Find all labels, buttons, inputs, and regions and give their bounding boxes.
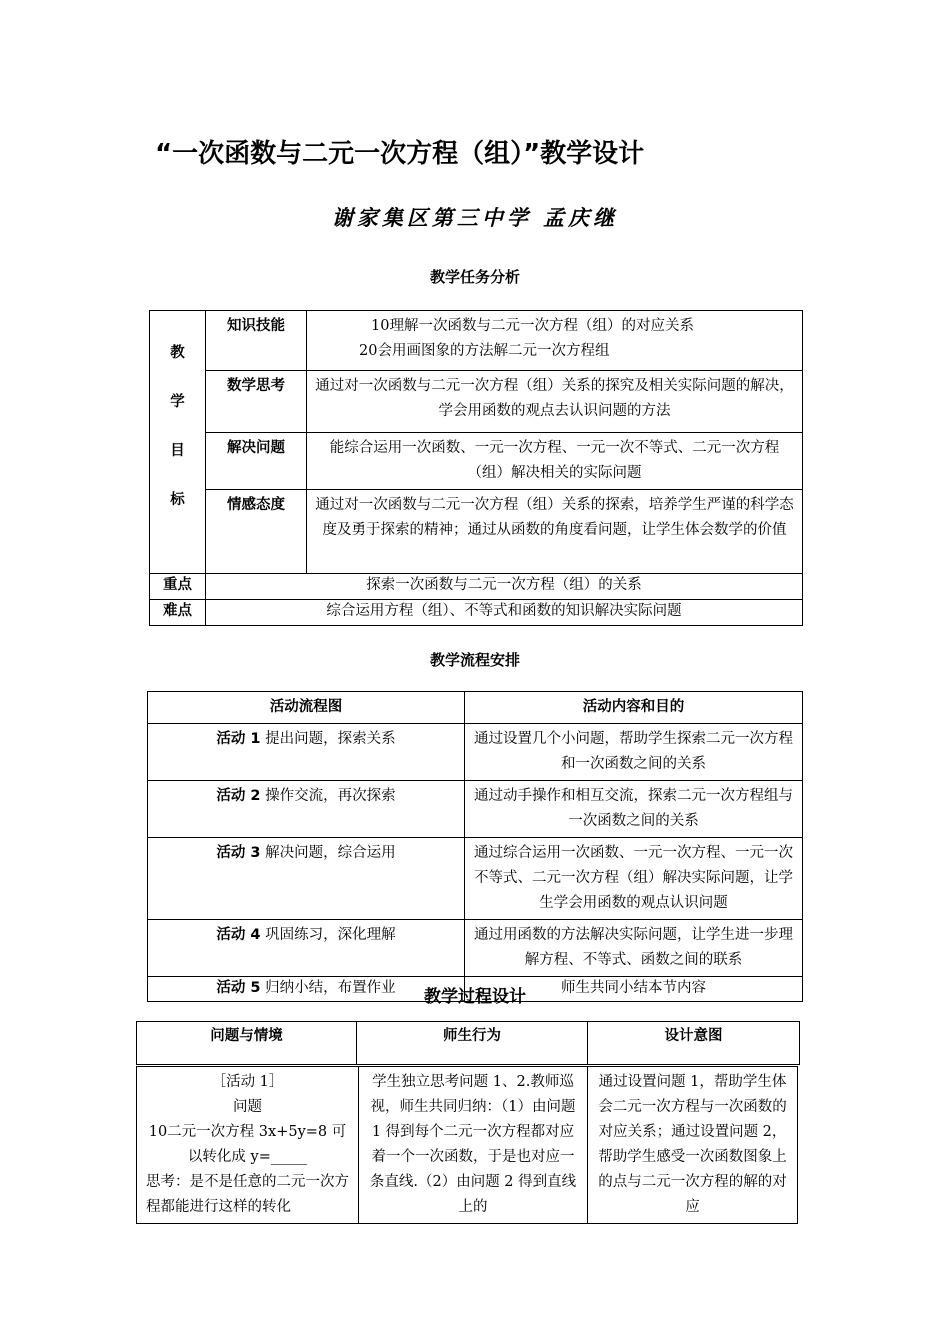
flow-activity bbox=[148, 781, 465, 838]
flow-row bbox=[148, 781, 803, 838]
goal-label-char: 标 bbox=[170, 492, 185, 508]
flow-desc: 通过综合运用一次函数、一元一次方程、一元一次不等式、二元一次方程（组）解决实际问题，让学生学会用函数的观点认识问题 bbox=[465, 838, 803, 920]
flow-activity bbox=[148, 838, 465, 920]
think-text: 思考：是不是任意的二元一次方程都能进行这样的转化 bbox=[146, 1174, 349, 1215]
activity-number: 活动 4 bbox=[216, 927, 261, 943]
goal-row-content: 能综合运用一次函数、一元一次方程、一元一次不等式、二元一次方程（组）解决相关的实际问题 bbox=[307, 433, 803, 490]
section-heading-process: 教学过程设计 bbox=[424, 987, 526, 1007]
goal-line: 10理解一次函数与二元一次方程（组）的对应关系 bbox=[371, 318, 694, 334]
flow-desc: 通过设置几个小问题，帮助学生探索二元一次方程和一次函数之间的关系 bbox=[465, 724, 803, 781]
key-point-text: 探索一次函数与二元一次方程（组）的关系 bbox=[206, 574, 803, 600]
process-intent-cell: 通过设置问题 1，帮助学生体会二元一次方程与一次函数的对应关系；通过设置问题 2，帮助学生感受一次函数图象上的点与二元一次方程的解的对应 bbox=[588, 1067, 798, 1224]
activity-name: 归纳小结，布置作业 bbox=[265, 980, 396, 996]
activity-tag: ［活动 1］ bbox=[211, 1074, 284, 1090]
flow-row bbox=[148, 838, 803, 920]
flow-desc: 师生共同小结本节内容 bbox=[465, 977, 803, 1002]
process-table-header bbox=[136, 1021, 800, 1065]
flow-table bbox=[147, 691, 803, 1002]
goal-row-label: 数学思考 bbox=[206, 371, 307, 433]
process-behavior-cell: 学生独立思考问题 1、2.教师巡视，师生共同归纳：（1）由问题 1 得到每个二元一次方程都对应着一个一次函数，于是也对应一条直线.（2）由问题 2 得到直线上的 bbox=[359, 1067, 588, 1224]
flow-row bbox=[148, 724, 803, 781]
flow-desc: 通过用函数的方法解决实际问题，让学生进一步理解方程、不等式、函数之间的联系 bbox=[465, 920, 803, 977]
process-col-header: 问题与情境 bbox=[137, 1022, 357, 1065]
difficult-point-label: 难点 bbox=[150, 600, 206, 626]
goal-row-label: 知识技能 bbox=[206, 311, 307, 371]
goal-row-label: 解决问题 bbox=[206, 433, 307, 490]
goal-row-content: 通过对一次函数与二元一次方程（组）关系的探索，培养学生严谨的科学态度及勇于探索的精神；通过从函数的角度看问题，让学生体会数学的价值 bbox=[307, 490, 803, 574]
activity-number: 活动 3 bbox=[216, 845, 261, 861]
goal-label-char: 学 bbox=[170, 394, 185, 410]
activity-name: 解决问题，综合运用 bbox=[265, 845, 396, 861]
process-col-header: 设计意图 bbox=[588, 1022, 800, 1065]
section-heading-flow: 教学流程安排 bbox=[429, 651, 520, 669]
goal-label-char: 教 bbox=[170, 345, 185, 361]
goal-row-label: 情感态度 bbox=[206, 490, 307, 574]
flow-col-header: 活动流程图 bbox=[148, 692, 465, 724]
activity-name: 操作交流，再次探索 bbox=[265, 788, 396, 804]
activity-name: 提出问题，探索关系 bbox=[265, 731, 396, 747]
flow-activity bbox=[148, 920, 465, 977]
section-heading-task-analysis: 教学任务分析 bbox=[429, 268, 520, 286]
process-situation-cell bbox=[137, 1067, 359, 1224]
process-table-body bbox=[136, 1066, 798, 1224]
flow-col-header: 活动内容和目的 bbox=[465, 692, 803, 724]
goal-line: 20会用画图象的方法解二元一次方程组 bbox=[359, 343, 610, 359]
task-analysis-table bbox=[149, 310, 803, 626]
key-point-label: 重点 bbox=[150, 574, 206, 600]
goal-row-content: 通过对一次函数与二元一次方程（组）关系的探究及相关实际问题的解决，学会用函数的观点去认识问题的方法 bbox=[307, 371, 803, 433]
flow-desc: 通过动手操作和相互交流，探索二元一次方程组与一次函数之间的关系 bbox=[465, 781, 803, 838]
question-1: 10二元一次方程 3x+5y=8 可以转化成 y=_____ bbox=[148, 1124, 347, 1165]
activity-number: 活动 2 bbox=[216, 788, 261, 804]
goal-label-cell bbox=[150, 311, 206, 574]
process-col-header: 师生行为 bbox=[357, 1022, 588, 1065]
activity-number: 活动 5 bbox=[216, 980, 261, 996]
author: 谢家集区第三中学 孟庆继 bbox=[331, 205, 619, 230]
goal-label-char: 目 bbox=[170, 443, 185, 459]
difficult-point-text: 综合运用方程（组）、不等式和函数的知识解决实际问题 bbox=[206, 600, 803, 626]
question-label: 问题 bbox=[233, 1099, 262, 1115]
goal-row-content bbox=[307, 311, 803, 371]
page-title: “一次函数与二元一次方程（组）”教学设计 bbox=[155, 139, 645, 169]
activity-number: 活动 1 bbox=[216, 731, 261, 747]
flow-activity bbox=[148, 724, 465, 781]
flow-row bbox=[148, 920, 803, 977]
activity-name: 巩固练习，深化理解 bbox=[265, 927, 396, 943]
